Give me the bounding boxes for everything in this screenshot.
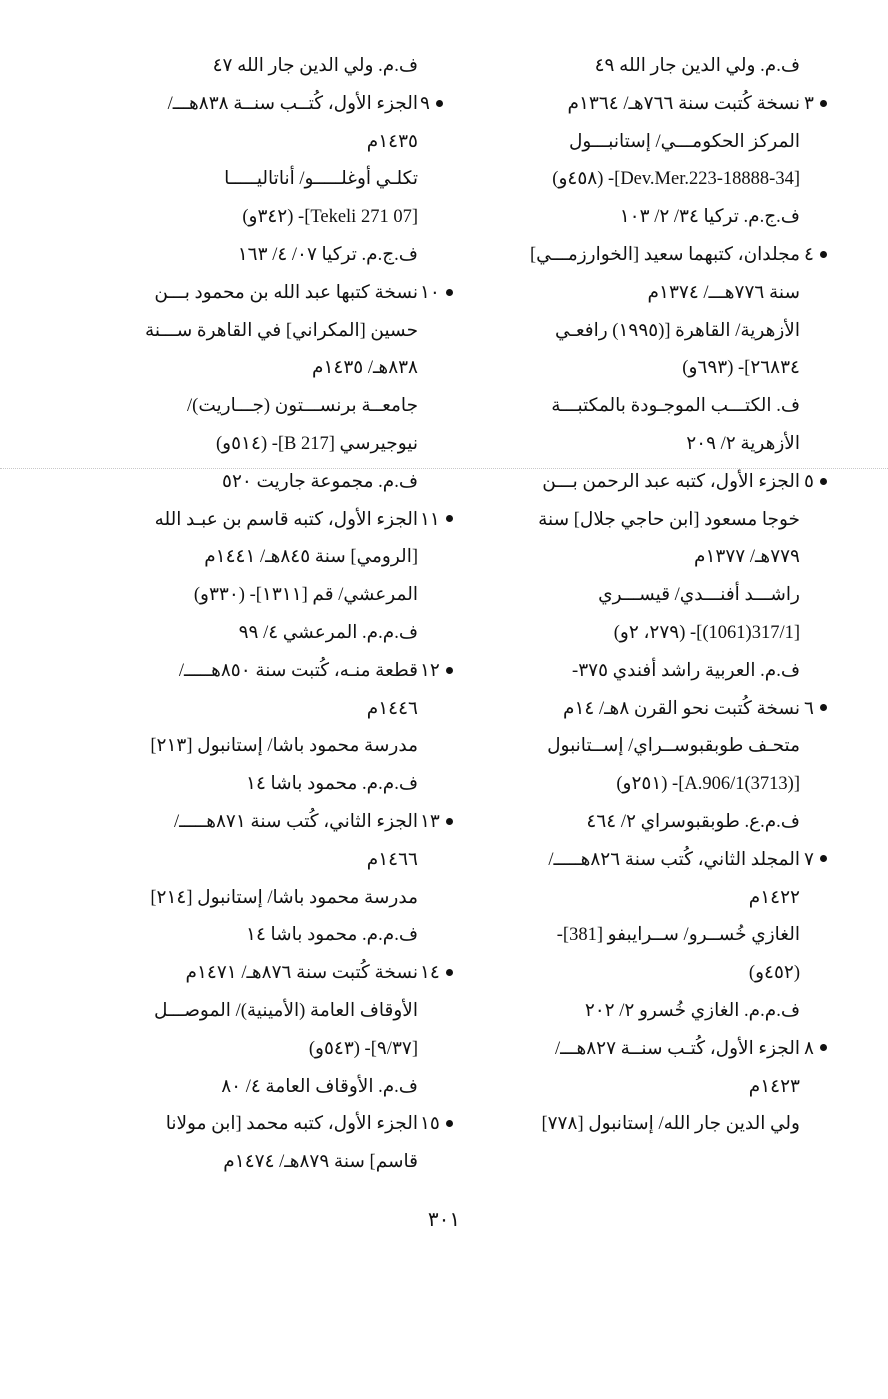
entry-text: راشـــد أفنـــدي/ قيســـري [598,585,800,606]
entry-number-text: ٧ [804,849,814,870]
entry-text: الجزء الأول، كتبه عبد الرحمن بـــن [542,471,800,492]
entry-line [68,917,418,955]
entry-text: خوجا مسعود [ابن حاجي جلال] سنة [538,509,800,530]
entry-text: قطعة منـه، كُتبت سنة ٨٥٠هـــــ/ [178,660,418,681]
entry-line [455,313,800,351]
entry-text: ولي الدين جار الله/ إستانبول [٧٧٨] [541,1114,800,1135]
entry-text: ف.م. العربية راشد أفندي ٣٧٥- [572,660,800,681]
entry-text: ف.م.ع. طوبقبوسراي ٢/ ٤٦٤ [586,811,800,832]
bullet-icon [436,100,443,107]
entry-line-first [455,86,814,124]
entry-line-first [68,804,440,842]
entry-line [68,615,418,653]
entry-number-text: ٥ [804,471,814,492]
entry-line [68,728,418,766]
entry-line [68,388,418,426]
entry-number [420,1106,460,1144]
entry-line [68,880,418,918]
entry-text: الأزهرية ٢/ ٢٠٩ [686,433,800,454]
catalog-entry [455,48,800,86]
entry-text: ١٤٤٦م [366,698,418,719]
entry-line [455,577,800,615]
right-column [455,48,814,1144]
catalog-entry [68,1106,440,1182]
entry-number [804,86,844,124]
entry-number [420,653,460,691]
entry-number [420,804,460,842]
catalog-entry [68,653,440,804]
entry-text: الجزء الأول، كُتـب سنــة ٨٢٧هـــ/ [555,1038,800,1059]
entry-text: نسخة كُتبت نحو القرن ٨هـ/ ١٤م [563,698,800,719]
left-column [68,48,440,1182]
catalog-entry [455,691,814,842]
entry-line [68,691,418,729]
entry-line [68,237,418,275]
entry-line-first [68,653,440,691]
entry-text: مدرسة محمود باشا/ إستانبول [٢١٤] [150,887,418,908]
entry-number-text: ٨ [804,1038,814,1059]
catalog-entry [455,842,814,1031]
entry-number-text: ١١ [420,509,440,530]
entry-text: الجزء الأول، كُتــب سنــة ٨٣٨هـــ/ [167,93,418,114]
entry-text: المجلد الثاني، كُتب سنة ٨٢٦هـــــ/ [548,849,800,870]
entry-number [804,237,844,275]
entry-text: ف.م. ولي الدين جار الله ٤٧ [212,56,418,76]
entry-number-text: ٣ [804,93,814,114]
entry-line [68,993,418,1031]
entry-line-first [455,237,814,275]
entry-line [68,426,418,464]
entry-text: [07 Tekeli 271]- (٣٤٢و) [242,207,418,228]
entry-text: ١٤٢٢م [748,887,800,908]
entry-line [68,1144,418,1182]
entry-line [455,1069,800,1107]
entry-number [804,1031,844,1069]
entry-text: [٩/٣٧]- (٥٤٣و) [308,1038,418,1059]
entry-text: ف.م.م. الغازي خُسرو ٢/ ٢٠٢ [584,1000,800,1021]
entry-line [455,804,800,842]
entry-text: [الرومي] سنة ٨٤٥هـ/ ١٤٤١م [204,547,418,568]
entry-line-first [455,464,814,502]
catalog-entry [68,275,440,502]
entry-number-text: ١٠ [420,282,440,303]
entry-line [455,1106,800,1144]
entry-line-first [68,48,418,86]
entry-number-text: ٦ [804,698,814,719]
entry-number [804,464,844,502]
catalog-entry [455,237,814,464]
entry-number-text: ٩ [420,93,430,114]
entry-line [68,161,418,199]
entry-text: الأوقاف العامة (الأمينية)/ الموصـــل [153,1000,418,1021]
bullet-icon [446,818,453,825]
entry-line [68,1069,418,1107]
catalog-entry [455,1031,814,1144]
entry-line [455,993,800,1031]
entry-text: ف.م. مجموعة جاريت ٥٢٠ [222,471,418,492]
entry-text: نسخة كتبها عبد الله بن محمود بـــن [154,282,418,303]
entry-text: (٤٥٢و) [748,963,800,984]
bullet-icon [820,704,827,711]
entry-text: ف.ج.م. تركيا ٣٤/ ٢/ ١٠٣ [619,207,800,228]
entry-text: ف.م.م. محمود باشا ١٤ [246,774,418,795]
entry-text: ٧٧٩هـ/ ١٣٧٧م [694,547,800,568]
catalog-entry [68,86,430,275]
entry-text: ١٤٢٣م [748,1076,800,1097]
entry-text: الأزهرية/ القاهرة [(١٩٩٥) رافعـي [554,320,800,341]
entry-number-text: ٤ [804,244,814,265]
entry-line [455,350,800,388]
entry-line [68,766,418,804]
entry-line-first [68,86,430,124]
entry-text: نسخة كُتبت سنة ٧٦٦هـ/ ١٣٦٤م [567,93,800,114]
entry-number [420,275,460,313]
bullet-icon [446,1120,453,1127]
entry-number [420,86,460,124]
entry-line [455,539,800,577]
entry-line [455,955,800,993]
entry-text: متحـف طوبقبوســراي/ إســتانبول [547,736,800,757]
entry-text: ف.م.م. محمود باشا ١٤ [246,925,418,946]
bullet-icon [446,515,453,522]
entry-number [420,502,460,540]
entry-number-text: ١٢ [420,660,440,681]
entry-line [68,124,418,162]
entry-line [455,426,800,464]
entry-text: ٨٣٨هـ/ ١٤٣٥م [312,358,418,379]
entry-text: مجلدان، كتبهما سعيد [الخوارزمـــي] [529,244,800,265]
entry-line-first [455,691,814,729]
bullet-icon [820,478,827,485]
bullet-icon [820,855,827,862]
entry-line [68,842,418,880]
entry-text: حسين [المكراني] في القاهرة ســـنة [145,320,418,341]
entry-line [68,350,418,388]
entry-line [68,577,418,615]
entry-number [804,842,844,880]
entry-text: ف.م.م. المرعشي ٤/ ٩٩ [238,622,418,643]
entry-line [68,199,418,237]
entry-text: ١٤٣٥م [366,131,418,152]
entry-text: تكلـي أوغلـــــو/ أناتاليـــــا [224,169,418,190]
entry-text: الجزء الثاني، كُتب سنة ٨٧١هـــــ/ [173,811,418,832]
catalog-entry [455,86,814,237]
entry-number-text: ١٤ [420,963,440,984]
entry-line-first [455,1031,814,1069]
entry-text: ١٤٦٦م [366,849,418,870]
entry-text: ف.م. ولي الدين جار الله ٤٩ [594,56,800,76]
entry-text: الغازي خُســرو/ ســرايبفو [381]- [556,925,800,946]
entry-line [455,653,800,691]
entry-text: ف.م. الأوقاف العامة ٤/ ٨٠ [221,1076,418,1097]
entry-line [455,766,800,804]
catalog-entry [68,502,440,653]
entry-number [804,691,844,729]
catalog-entry [68,804,440,955]
entry-text: ف.ج.م. تركيا ٠٧/ ٤/ ١٦٣ [237,244,418,265]
entry-text: [34-Dev.Mer.223-18888]- (٤٥٨و) [552,169,800,190]
bullet-icon [820,100,827,107]
entry-line [455,199,800,237]
entry-line [455,615,800,653]
catalog-entry [68,955,440,1106]
entry-number-text: ١٣ [420,811,440,832]
entry-text: المركز الحكومـــي/ إستانبـــول [568,131,800,152]
entry-text: الجزء الأول، كتبه محمد [ابن مولانا [165,1114,418,1135]
entry-line [455,880,800,918]
entry-line [455,502,800,540]
entry-line [455,728,800,766]
entry-line [455,161,800,199]
entry-line [455,275,800,313]
entry-text: ٢٦٨٣٤]- (٦٩٣و) [682,358,800,379]
entry-line [68,539,418,577]
entry-line-first [455,48,800,86]
entry-line-first [68,502,440,540]
entry-text: مدرسة محمود باشا/ إستانبول [٢١٣] [150,736,418,757]
bullet-icon [820,1044,827,1051]
entry-line [68,1031,418,1069]
entry-text: سنة ٧٧٦هـــ/ ١٣٧٤م [647,282,800,303]
entry-number [420,955,460,993]
entry-line-first [68,1106,440,1144]
entry-text: المرعشي/ قم [١٣١١]- (٣٣٠و) [193,585,418,606]
entry-text: جامعــة برنســـتون (جـــاريت)/ [187,396,418,417]
entry-line [68,313,418,351]
entry-text: نسخة كُتبت سنة ٨٧٦هـ/ ١٤٧١م [185,963,418,984]
entry-text: [A.906/1(3713)]- (٢٥١و) [616,774,800,795]
entry-line-first [68,275,440,313]
entry-text: الجزء الأول، كتبه قاسم بن عبـد الله [154,509,418,530]
entry-text: نيوجيرسي [217 B]- (٥١٤و) [216,433,418,454]
entry-line [455,917,800,955]
bullet-icon [820,251,827,258]
entry-line [68,464,418,502]
entry-text: [317/1(1061)]- (٢٧٩، ٢و) [613,622,800,643]
catalog-entry [455,464,814,691]
entry-text: ف. الكتـــب الموجـودة بالمكتبـــة [551,396,800,417]
entry-line-first [455,842,814,880]
entry-line-first [68,955,440,993]
page-number: ٣٠١ [427,1209,461,1231]
entry-number-text: ١٥ [420,1114,440,1135]
entry-line [455,388,800,426]
bullet-icon [446,667,453,674]
entry-line [455,124,800,162]
catalog-entry [68,48,418,86]
entry-text: قاسم] سنة ٨٧٩هـ/ ١٤٧٤م [223,1152,418,1173]
bullet-icon [446,289,453,296]
bullet-icon [446,969,453,976]
